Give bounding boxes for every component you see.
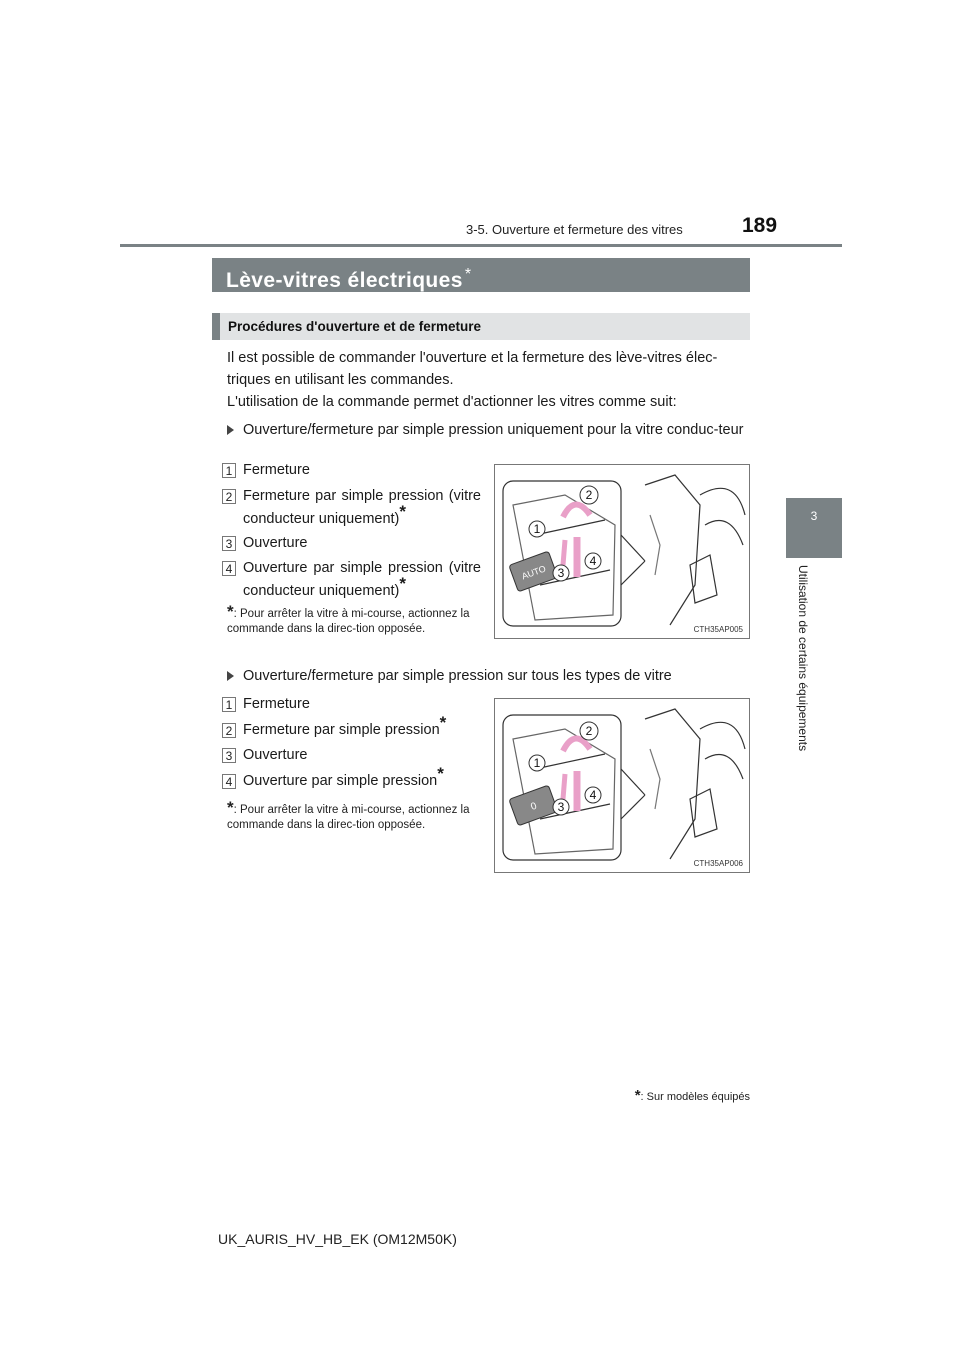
callout-2: 2 [585, 724, 593, 738]
section2-bullet [227, 665, 750, 687]
figure-code: CTH35AP006 [693, 859, 743, 868]
list-item: Ouverture [243, 747, 308, 763]
title-star-mark: * [464, 266, 472, 283]
section-title [212, 258, 750, 292]
equipped-models-footnote: *: Sur modèles équipés [634, 1087, 750, 1104]
section1-bullet [227, 419, 750, 441]
triangle-bullet-icon [227, 671, 234, 681]
list-item: Ouverture [243, 535, 308, 551]
item-number: 1 [222, 697, 236, 712]
figure-code: CTH35AP005 [693, 625, 743, 634]
item-number: 3 [222, 748, 236, 763]
item-number: 4 [222, 774, 236, 789]
item-number: 2 [222, 489, 236, 504]
callout-1: 1 [533, 756, 541, 770]
item-number: 4 [222, 561, 236, 576]
list-item: Fermeture [243, 462, 310, 478]
chapter-label: Utilisation de certains équipements [796, 565, 810, 752]
list-item: Fermeture par simple pression* [243, 713, 447, 738]
section1-bullet-text: Ouverture/fermeture par simple pression uniquement pour la vitre conduc-teur [243, 422, 744, 438]
list-item: Ouverture par simple pression (vitre conducteur uniquement)* [243, 560, 481, 599]
switch-button [509, 551, 558, 592]
item-number: 1 [222, 463, 236, 478]
callout-3: 3 [557, 566, 565, 580]
header-rule [120, 244, 842, 247]
list-item: Fermeture par simple pression (vitre conducteur uniquement)* [243, 488, 481, 527]
callout-1: 1 [533, 522, 541, 536]
section-title-text: Lève-vitres électriques [226, 269, 463, 292]
section1-note: *: Pour arrêter la vitre à mi-course, actionnez la commande dans la direc-tion opposée. [227, 602, 470, 635]
callout-4: 4 [589, 554, 597, 568]
item-number: 3 [222, 536, 236, 551]
switch-label: 0 [529, 800, 539, 813]
triangle-bullet-icon [227, 425, 234, 435]
running-header-section: 3-5. Ouverture et fermeture des vitres [466, 222, 683, 237]
document-code: UK_AURIS_HV_HB_EK (OM12M50K) [218, 1231, 457, 1247]
callout-2: 2 [585, 488, 593, 502]
switch-button [509, 785, 558, 826]
chapter-number: 3 [810, 509, 818, 523]
intro-paragraph-2: L'utilisation de la commande permet d'actionner les vitres comme suit: [227, 394, 677, 410]
callout-4: 4 [589, 788, 597, 802]
figure-window-switch-driver [494, 464, 750, 639]
intro-paragraph-1: Il est possible de commander l'ouverture et la fermeture des lève-vitres élec-triques en utilisant les commandes. [227, 350, 718, 388]
item-number: 2 [222, 723, 236, 738]
figure-window-switch-all [494, 698, 750, 873]
list-item: Ouverture par simple pression* [243, 764, 444, 789]
section2-bullet-text: Ouverture/fermeture par simple pression sur tous les types de vitre [243, 668, 672, 684]
page-number: 189 [742, 214, 778, 237]
window-switch-illustration [495, 699, 749, 872]
list-item: Fermeture [243, 696, 310, 712]
section2-note: *: Pour arrêter la vitre à mi-course, actionnez la commande dans la direc-tion opposée. [227, 798, 470, 831]
switch-label: AUTO [520, 563, 548, 582]
window-switch-illustration [495, 465, 749, 638]
callout-3: 3 [557, 800, 565, 814]
subheading: Procédures d'ouverture et de fermeture [212, 313, 750, 340]
chapter-tab [786, 498, 842, 558]
